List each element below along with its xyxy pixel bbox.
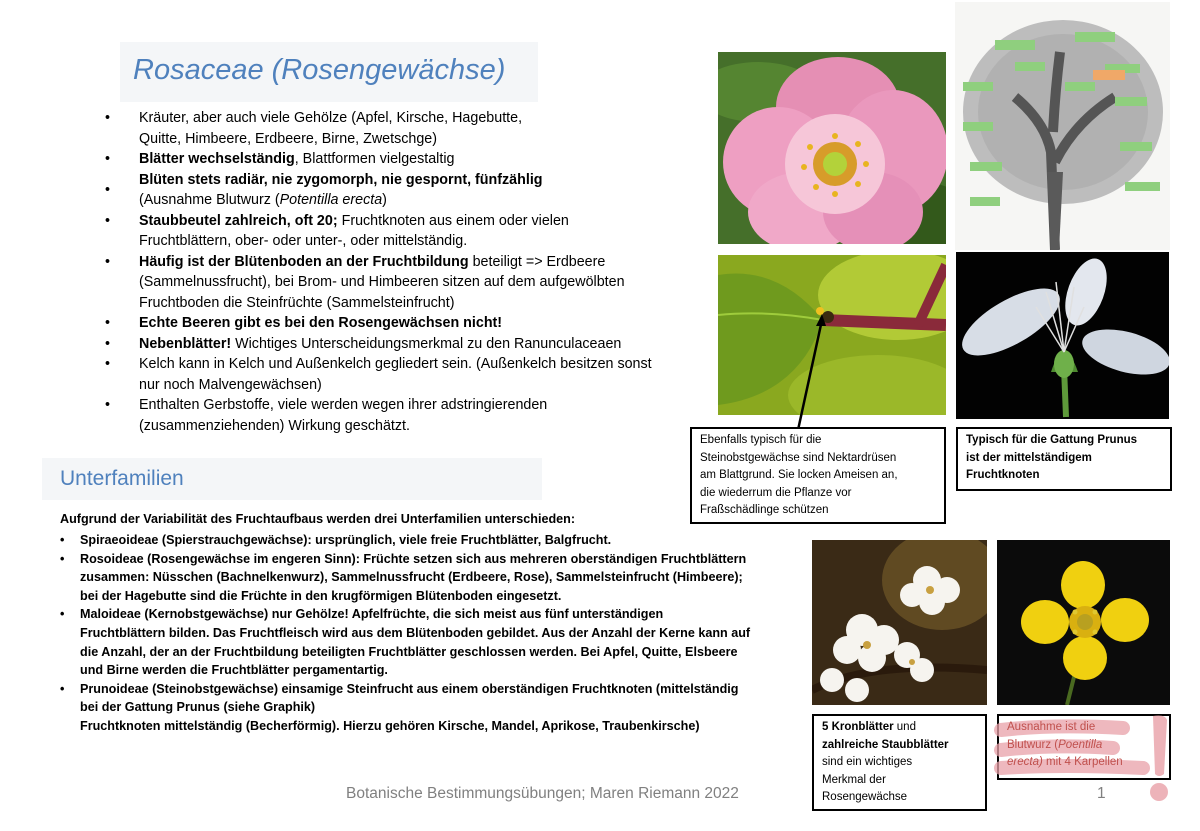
list-item: • Staubbeutel zahlreich, oft 20; Fruchtknoten aus einem oder vielen Fruchtblättern, ober- oder unter-, oder mittelständig. (105, 211, 705, 252)
list-item: • Häufig ist der Blütenboden an der Fruchtbildung beteiligt => Erdbeere (Sammelnussfrucht), bei Brom- und Himbeeren sitzen auf dem aufgewölbten Fruchtboden die Steinfrüchte (Sammelsteinfrucht) (105, 252, 705, 314)
caption-exception: Ausnahme ist die Blutwurz (Poentilla erecta) mit 4 Karpellen (997, 714, 1171, 780)
page-title: Rosaceae (Rosengewächse) (133, 54, 506, 86)
page-number: 1 (1097, 785, 1106, 802)
cherry-blossom-photo (812, 540, 987, 705)
callout-line (795, 312, 835, 432)
wild-rose-photo (718, 52, 946, 244)
list-item: • Maloideae (Kernobstgewächse) nur Gehölze! Apfelfrüchte, die sich meist aus fünf unterständigen Fruchtblättern bilden. Das Fruchtfleisch wird aus dem Blütenboden gebildet. Aus der Anzahl der Kerne kann auf die Anzahl, der an der Fruchtbildung beteiligten Fruchtblätter geschlossen werden. Bei Apfel, Quitte, Elsbeere und Birne werden die Fruchtblätter pergamentartig. (60, 605, 805, 679)
list-item: • Kräuter, aber auch viele Gehölze (Apfel, Kirsche, Hagebutte, Quitte, Himbeere, Erdbeere, Birne, Zwetschge) (105, 108, 705, 149)
list-item: • Echte Beeren gibt es bei den Rosengewächsen nicht! (105, 313, 705, 334)
list-item: • Prunoideae (Steinobstgewächse) einsamige Steinfrucht aus einem oberständigen Fruchtknoten (mittelständig bei der Gattung Prunus (siehe Graphik) Fruchtknoten mittelständig (Becherförmig). Hierzu gehören Kirsche, Mandel, Aprikose, Traubenkirsche) (60, 680, 805, 736)
subfamily-list (60, 531, 805, 736)
potentilla-erecta-photo (997, 540, 1170, 705)
list-item: • Spiraeoideae (Spierstrauchgewächse): ursprünglich, viele freie Fruchtblätter, Balgfrucht. (60, 531, 805, 550)
list-item: • Blüten stets radiär, nie zygomorph, nie gespornt, fünfzählig (Ausnahme Blutwurz (Potentilla erecta) (105, 170, 705, 211)
footer-text: Botanische Bestimmungsübungen; Maren Riemann 2022 (346, 785, 739, 802)
feature-list (105, 108, 705, 436)
caption-nectar-glands: Ebenfalls typisch für die Steinobstgewächse sind Nektardrüsen am Blattgrund. Sie locken Ameisen an, die wiederrum die Pflanze vor Fraßschädlinge schützen (690, 427, 946, 524)
caption-petals: 5 Kronblätter und zahlreiche Staubblätter sind ein wichtiges Merkmal der Rosengewächse (812, 714, 987, 811)
list-item: • Kelch kann in Kelch und Außenkelch gegliedert sein. (Außenkelch besitzen sonst nur noch Malvengewächsen) (105, 354, 705, 395)
list-item: • Blätter wechselständig, Blattformen vielgestaltig (105, 149, 705, 170)
section-intro: Aufgrund der Variabilität des Fruchtaufbaus werden drei Unterfamilien unterschieden: (60, 512, 576, 526)
prunus-flower-section-photo (956, 252, 1169, 419)
exclamation-mark-icon (1145, 712, 1175, 804)
section-heading: Unterfamilien (60, 467, 184, 490)
list-item: • Rosoideae (Rosengewächse im engeren Sinn): Früchte setzen sich aus mehreren oberständigen Fruchtblättern zusammen: Nüsschen (Bachnelkenwurz), Sammelnussfrucht (Erdbeere, Rose), Sammelsteinfrucht (Himbeere); bei der Hagebutte sind die Früchte in den krugförmigen Blütenboden eingesetzt. (60, 550, 805, 606)
list-item: • Nebenblätter! Wichtiges Unterscheidungsmerkmal zu den Ranunculaceaen (105, 334, 705, 355)
list-item: • Enthalten Gerbstoffe, viele werden wegen ihrer adstringierenden (zusammenziehenden) Wirkung geschätzt. (105, 395, 705, 436)
phylogeny-tree-graphic (955, 2, 1170, 250)
caption-prunus: Typisch für die Gattung Prunus ist der mittelständigem Fruchtknoten (956, 427, 1172, 491)
